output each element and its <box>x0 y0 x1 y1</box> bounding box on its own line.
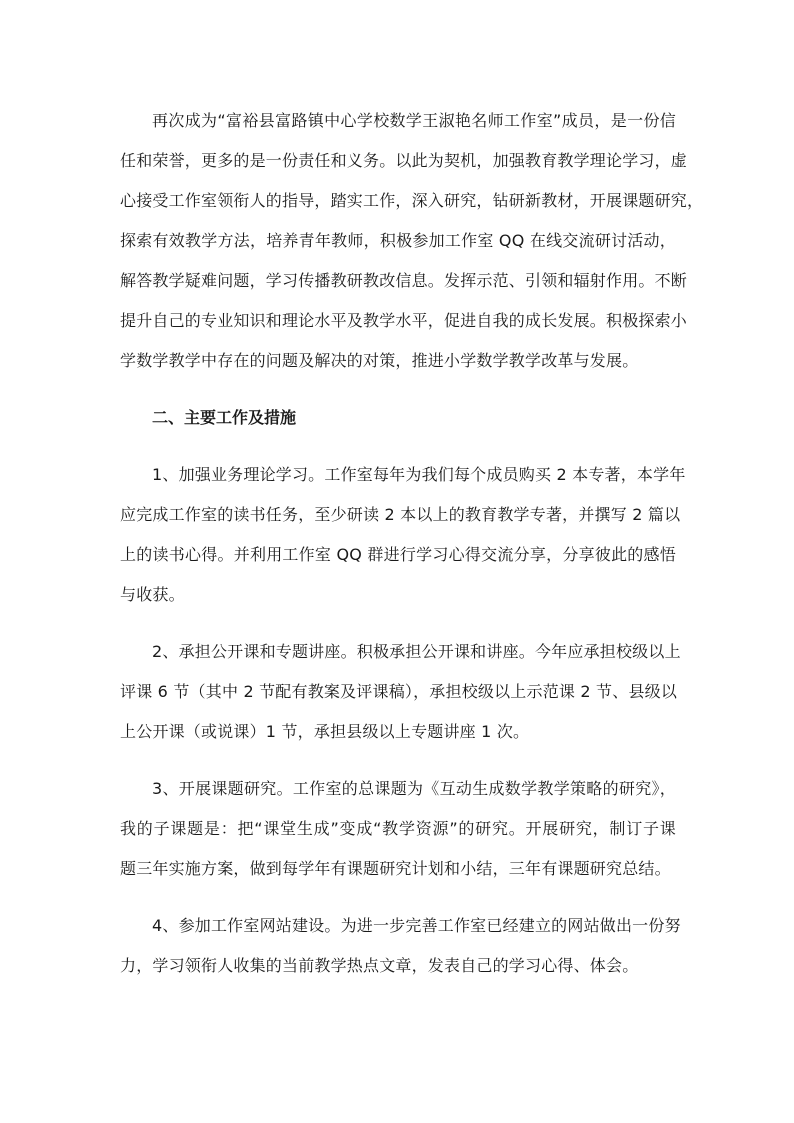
paragraph-line: 我的子课题是：把“课堂生成”变成“教学资源”的研究。开展研究，制订子课 <box>120 819 676 838</box>
paragraph-line: 题三年实施方案，做到每学年有课题研究计划和小结，三年有课题研究总结。 <box>120 859 671 878</box>
paragraph-line: 与收获。 <box>120 585 185 604</box>
item-4-paragraph <box>120 906 681 986</box>
paragraph-line: 解答教学疑难问题，学习传播教研教改信息。发挥示范、引领和辐射作用。不断 <box>120 271 688 290</box>
paragraph-line: 力，学习领衔人收集的当前教学热点文章，发表自己的学习心得、体会。 <box>120 956 639 975</box>
paragraph-line: 评课 6 节（其中 2 节配有教案及评课稿），承担校级以上示范课 2 节、县级以 <box>120 682 678 701</box>
section-heading: 二、主要工作及措施 <box>152 408 297 427</box>
paragraph-line: 上的读书心得。并利用工作室 QQ 群进行学习心得交流分享，分享彼此的感悟 <box>120 545 676 564</box>
paragraph-line: 上公开课（或说课）1 节，承担县级以上专题讲座 1 次。 <box>120 722 530 741</box>
document-body <box>120 101 704 1003</box>
intro-paragraph <box>120 101 704 381</box>
item-2-paragraph <box>120 632 681 752</box>
paragraph-line: 任和荣誉，更多的是一份责任和义务。以此为契机，加强教育教学理论学习，虚 <box>120 151 688 170</box>
paragraph-line: 2、承担公开课和专题讲座。积极承担公开课和讲座。今年应承担校级以上 <box>152 642 681 661</box>
paragraph-line: 学数学教学中存在的问题及解决的对策，推进小学数学教学改革与发展。 <box>120 351 639 370</box>
item-1-paragraph <box>120 455 686 615</box>
item-3-paragraph <box>120 769 676 889</box>
paragraph-line: 再次成为“富裕县富路镇中心学校数学王淑艳名师工作室”成员，是一份信 <box>152 111 676 130</box>
paragraph-line: 提升自己的专业知识和理论水平及教学水平，促进自我的成长发展。积极探索小 <box>120 311 688 330</box>
paragraph-line: 探索有效教学方法，培养青年教师，积极参加工作室 QQ 在线交流研讨活动， <box>120 231 676 250</box>
paragraph-line: 心接受工作室领衔人的指导，踏实工作，深入研究，钻研新教材，开展课题研究， <box>120 191 704 210</box>
paragraph-line: 4、参加工作室网站建设。为进一步完善工作室已经建立的网站做出一份努 <box>152 916 681 935</box>
paragraph-line: 3、开展课题研究。工作室的总课题为《互动生成数学教学策略的研究》， <box>152 779 676 798</box>
paragraph-line: 应完成工作室的读书任务，至少研读 2 本以上的教育教学专著，并撰写 2 篇以 <box>120 505 681 524</box>
paragraph-line: 1、加强业务理论学习。工作室每年为我们每个成员购买 2 本专著，本学年 <box>152 465 686 484</box>
